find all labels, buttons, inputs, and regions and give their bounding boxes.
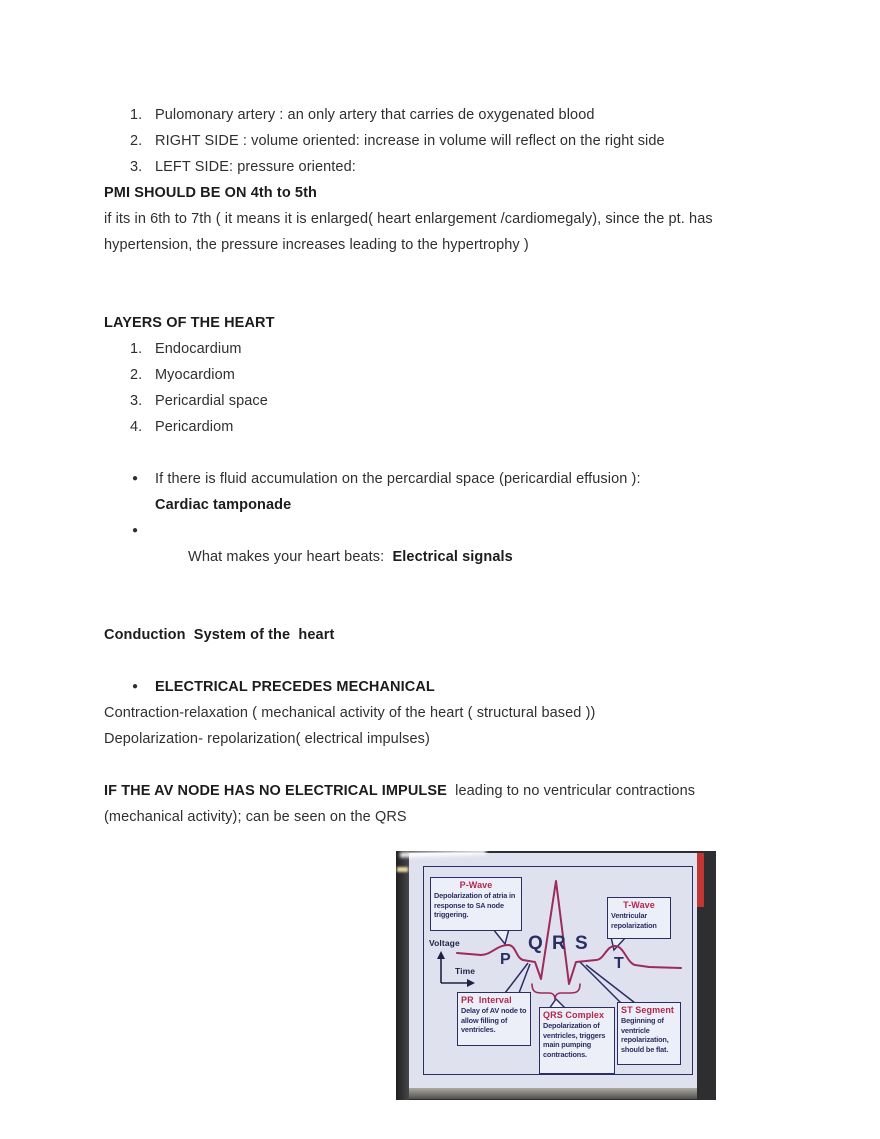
ecg-figure-image[interactable] bbox=[396, 851, 716, 1100]
bullet-item bbox=[104, 518, 772, 596]
list-number: 4. bbox=[130, 419, 143, 435]
list-number: 3. bbox=[130, 159, 143, 175]
list-item-text: Pulomonary artery : an only artery that carries de oxygenated blood bbox=[155, 107, 595, 123]
bullet-item-text bbox=[155, 466, 772, 518]
qrs-letters: Q R S bbox=[528, 933, 590, 954]
bullet-item bbox=[104, 466, 772, 518]
t-wave-body: Ventricular repolarization bbox=[611, 911, 657, 930]
depolarization-paragraph: Depolarization- repolarization( electrical impulses) bbox=[104, 731, 430, 747]
layers-heading: LAYERS OF THE HEART bbox=[104, 315, 275, 331]
bullet-item bbox=[104, 674, 772, 700]
voltage-axis-label: Voltage bbox=[429, 938, 460, 948]
qrs-complex-title: QRS Complex bbox=[543, 1010, 605, 1020]
p-wave-letter: P bbox=[500, 951, 511, 968]
st-segment-callout bbox=[617, 1002, 681, 1065]
list-number: 2. bbox=[130, 367, 143, 383]
spacer bbox=[104, 648, 772, 674]
list-item bbox=[104, 414, 772, 440]
heart-beats-text: What makes your heart beats: bbox=[188, 549, 393, 565]
bullet-icon: ● bbox=[132, 473, 139, 484]
document-content bbox=[104, 102, 772, 1100]
p-wave-callout bbox=[430, 877, 522, 931]
contraction-paragraph: Contraction-relaxation ( mechanical activity of the heart ( structural based )) bbox=[104, 705, 596, 721]
qrs-brace bbox=[532, 984, 580, 1000]
spacer bbox=[104, 440, 772, 466]
st-segment-title: ST Segment bbox=[621, 1005, 675, 1015]
list-item bbox=[104, 102, 772, 128]
list-item bbox=[104, 362, 772, 388]
ecg-slide bbox=[409, 853, 697, 1088]
spacer bbox=[104, 596, 772, 622]
spacer bbox=[104, 258, 772, 310]
pr-interval-body: Delay of AV node to allow filling of ventricles. bbox=[461, 1006, 527, 1034]
list-number: 3. bbox=[130, 393, 143, 409]
t-wave-callout bbox=[607, 897, 671, 939]
bullet-icon: ● bbox=[132, 525, 139, 536]
list-number: 1. bbox=[130, 341, 143, 357]
list-item-text: Myocardiom bbox=[155, 367, 235, 383]
t-wave-title: T-Wave bbox=[623, 900, 655, 910]
electrical-precedes-text: ELECTRICAL PRECEDES MECHANICAL bbox=[155, 679, 435, 695]
effusion-text: If there is fluid accumulation on the percardial space (pericardial effusion ): bbox=[155, 471, 641, 487]
pmi-paragraph: if its in 6th to 7th ( it means it is enlarged( heart enlargement /cardiomegaly), since the pt. has hypertension, the pressure increases leading to the hypertrophy ) bbox=[104, 211, 713, 253]
list-item bbox=[104, 336, 772, 362]
spacer bbox=[104, 752, 772, 778]
list-number: 2. bbox=[130, 133, 143, 149]
photo-glare-spot bbox=[397, 867, 408, 872]
list-item-text: RIGHT SIDE : volume oriented: increase in volume will reflect on the right side bbox=[155, 133, 665, 149]
t-wave-letter: T bbox=[614, 955, 624, 972]
list-item bbox=[104, 388, 772, 414]
conduction-heading: Conduction System of the heart bbox=[104, 627, 335, 643]
list-number: 1. bbox=[130, 107, 143, 123]
avnode-rest-text: leading to no ventricular contractions (mechanical activity); can be seen on the QRS bbox=[104, 783, 700, 825]
bullet-item-text bbox=[155, 518, 772, 596]
list-item bbox=[104, 154, 772, 180]
list-item bbox=[104, 128, 772, 154]
bullet-icon: ● bbox=[132, 681, 139, 692]
pr-interval-title: PR Interval bbox=[461, 995, 512, 1005]
qrs-complex-body: Depolarization of ventricles, triggers main pumping contractions. bbox=[543, 1021, 606, 1059]
pmi-heading: PMI SHOULD BE ON 4th to 5th bbox=[104, 185, 317, 201]
avnode-paragraph bbox=[104, 778, 772, 830]
p-wave-title: P-Wave bbox=[459, 880, 493, 890]
list-item-text: LEFT SIDE: pressure oriented: bbox=[155, 159, 356, 175]
list-item-text: Pericardiom bbox=[155, 419, 234, 435]
photo-dark-edge-left bbox=[396, 851, 409, 1100]
time-axis-label: Time bbox=[455, 966, 476, 976]
photo-table-edge bbox=[409, 1088, 697, 1099]
pr-interval-callout bbox=[457, 992, 531, 1046]
qrs-complex-callout bbox=[539, 1007, 615, 1074]
cardiac-tamponade-text: Cardiac tamponade bbox=[155, 497, 292, 513]
list-item-text: Pericardial space bbox=[155, 393, 268, 409]
list-item-text: Endocardium bbox=[155, 341, 242, 357]
electrical-signals-text: Electrical signals bbox=[392, 549, 513, 565]
p-wave-body: Depolarization of atria in response to SA node triggering. bbox=[434, 891, 516, 919]
st-segment-body: Beginning of ventricle repolarization, should be flat. bbox=[621, 1016, 669, 1054]
photo-red-bar bbox=[697, 853, 704, 907]
avnode-bold-text: IF THE AV NODE HAS NO ELECTRICAL IMPULSE bbox=[104, 783, 447, 799]
